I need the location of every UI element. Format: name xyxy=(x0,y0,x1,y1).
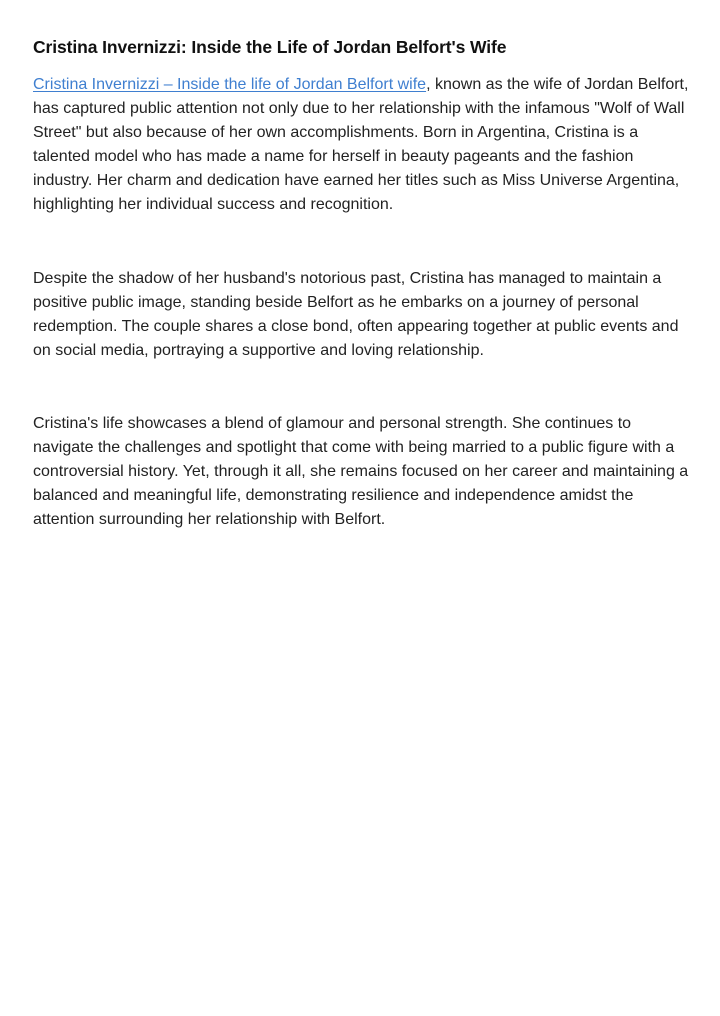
article-title: Cristina Invernizzi: Inside the Life of Jordan Belfort's Wife xyxy=(33,37,507,57)
paragraph-intro-text: , known as the wife of Jordan Belfort, has captured public attention not only due to her relationship with the infamous "Wolf of Wall Street" but also because of her own accomplishments. Born in Argentina, Cristina is a talented model who has made a name for herself in beauty pageants and the fashion industry. Her charm and dedication have earned her titles such as Miss Universe Argentina, highlighting her individual success and recognition. xyxy=(33,76,689,214)
paragraph-public-image: Despite the shadow of her husband's notorious past, Cristina has managed to maintain a positive public image, standing beside Belfort as he embarks on a journey of personal redemption. The couple shares a close bond, often appearing together at public events and on social media, portraying a supportive and loving relationship. xyxy=(33,269,679,359)
paragraph-life: Cristina's life showcases a blend of glamour and personal strength. She continues to navigate the challenges and spotlight that come with being married to a public figure with a controversial history. Yet, through it all, she remains focused on her career and maintaining a balanced and meaningful life, demonstrating resilience and independence amidst the attention surrounding her relationship with Belfort. xyxy=(33,414,689,529)
paragraph-intro xyxy=(33,73,690,218)
article-link[interactable]: Cristina Invernizzi – Inside the life of Jordan Belfort wife xyxy=(33,76,427,93)
